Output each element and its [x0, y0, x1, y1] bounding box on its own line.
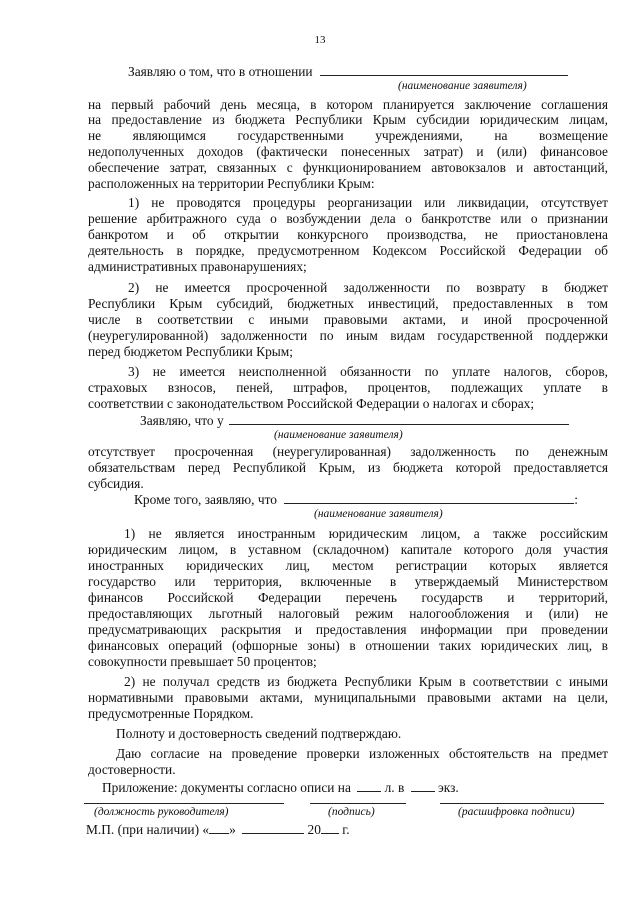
item5-line: предусмотренные Порядком.	[88, 706, 254, 721]
intro-label: Заявляю о том, что в отношении	[128, 64, 313, 79]
caption-decoding: (расшифровка подписи)	[458, 806, 575, 818]
declare3-label: Кроме того, заявляю, что	[134, 492, 277, 507]
caption-applicant-1: (наименование заявителя)	[398, 80, 527, 92]
item1-line: решение арбитражного суда о возбуждении дела о банкротстве или о признании	[88, 211, 608, 226]
block2-line: субсидия.	[88, 476, 144, 491]
item1-line: административных правонарушениях;	[88, 259, 307, 274]
item2-line: 2) не имеется просроченной задолженности по возврату в бюджет	[128, 280, 608, 295]
item3-line: страховых взносов, пеней, штрафов, процентов, подлежащих уплате в	[88, 380, 608, 395]
attachment-line	[102, 780, 522, 795]
attachment-copies-label: экз.	[438, 780, 459, 795]
declare2-label: Заявляю, что у	[140, 413, 224, 428]
stamp-label: М.П. (при наличии) «	[86, 822, 210, 837]
item4-line: юридическим лицом, в уставном (складочном) капитале которого доля участия	[88, 542, 608, 557]
day-field[interactable]	[209, 822, 229, 834]
item4-line: финансовых операций (офшорные зоны) в отношении таких юридических лиц, в	[88, 638, 608, 653]
consent-line: достоверности.	[88, 762, 176, 777]
item4-line: предусматривающих раскрытия и предоставления информации при проведении	[88, 622, 608, 637]
caption-applicant-2: (наименование заявителя)	[274, 429, 403, 441]
declare2-line	[140, 413, 600, 428]
applicant-name-field-3[interactable]	[284, 492, 574, 504]
block2-line: отсутствует просроченная (неурегулированная) задолженность по денежным	[88, 444, 608, 459]
block1-line: расположенных на территории Республики Крым:	[88, 176, 375, 191]
item1-line: 1) не проводятся процедуры реорганизации или ликвидации, отсутствует	[128, 195, 608, 210]
decoding-line[interactable]	[440, 803, 604, 804]
item3-line: 3) не имеется неисполненной обязанности по уплате налогов, сборов,	[128, 364, 608, 379]
page-number: 13	[314, 34, 326, 46]
year-suffix: г.	[342, 822, 350, 837]
position-line[interactable]	[84, 803, 284, 804]
stamp-date-line	[86, 822, 486, 837]
caption-position: (должность руководителя)	[94, 806, 229, 818]
item1-line: деятельность в порядке, предусмотренном Кодексом Российской Федерации об	[88, 243, 608, 258]
item5-line: 2) не получал средств из бюджета Республики Крым в соответствии с иными	[124, 674, 608, 689]
applicant-name-field-2[interactable]	[229, 413, 569, 425]
item4-line: государство или территория, включенные в утверждаемый Министерством	[88, 574, 608, 589]
item5-line: нормативными правовыми актами, муниципальными правовыми актами на цели,	[88, 690, 608, 705]
applicant-name-field[interactable]	[320, 64, 568, 76]
block1-line: не являющимся государственными учреждениями, на возмещение	[88, 128, 608, 143]
item4-line: финансов Российской Федерации перечень государств и территорий,	[88, 590, 608, 605]
copies-count-field[interactable]	[411, 780, 435, 792]
confirm-line: Полноту и достоверность сведений подтверждаю.	[116, 726, 402, 741]
signature-line[interactable]	[310, 803, 406, 804]
item3-line: соответствии с законодательством Российской Федерации о налогах и сборах;	[88, 396, 535, 411]
month-field[interactable]	[242, 822, 304, 834]
item4-line: предоставляющих льготный налоговый режим налогообложения и (или) не	[88, 606, 608, 621]
block2-line: обязательствам перед Республикой Крым, из бюджета которой предоставляется	[88, 460, 608, 475]
caption-applicant-3: (наименование заявителя)	[314, 508, 443, 520]
caption-signature: (подпись)	[328, 806, 375, 818]
year-prefix: 20	[307, 822, 321, 837]
item4-line: 1) не является иностранным юридическим лицом, а также российским	[124, 526, 608, 541]
block1-line: недополученных доходов (фактически понесенных затрат) и (или) финансовое	[88, 144, 608, 159]
attachment-label: Приложение: документы согласно описи на	[102, 780, 351, 795]
declare3-line: Кроме того, заявляю, что :	[134, 492, 579, 507]
block1-line: обеспечение затрат, связанных с функционированием автовокзалов и автостанций,	[88, 160, 608, 175]
year-field[interactable]	[321, 822, 339, 834]
item4-line: иностранных юридических лиц, местом регистрации которых является	[88, 558, 608, 573]
item1-line: банкротом и об открытии конкурсного производства, не приостановлена	[88, 227, 608, 242]
block1-line: на первый рабочий день месяца, в котором планируется заключение соглашения	[88, 97, 608, 112]
quote-close: »	[229, 822, 236, 837]
sheets-count-field[interactable]	[357, 780, 381, 792]
attachment-sheets-label: л. в	[384, 780, 405, 795]
consent-line: Даю согласие на проведение проверки изложенных обстоятельств на предмет	[116, 746, 608, 761]
item2-line: Республики Крым субсидий, бюджетных инвестиций, предоставленных в том	[88, 296, 608, 311]
item4-line: совокупности превышает 50 процентов;	[88, 654, 317, 669]
item2-line: числе в соответствии с иными правовыми актами, и иной просроченной	[88, 312, 608, 327]
intro-line	[128, 64, 598, 79]
block1-line: на предоставление из бюджета Республики Крым субсидии юридическим лицам,	[88, 112, 608, 127]
item2-line: перед бюджетом Республики Крым;	[88, 344, 293, 359]
item2-line: (неурегулированной) задолженности по иным видам государственной поддержки	[88, 328, 608, 343]
